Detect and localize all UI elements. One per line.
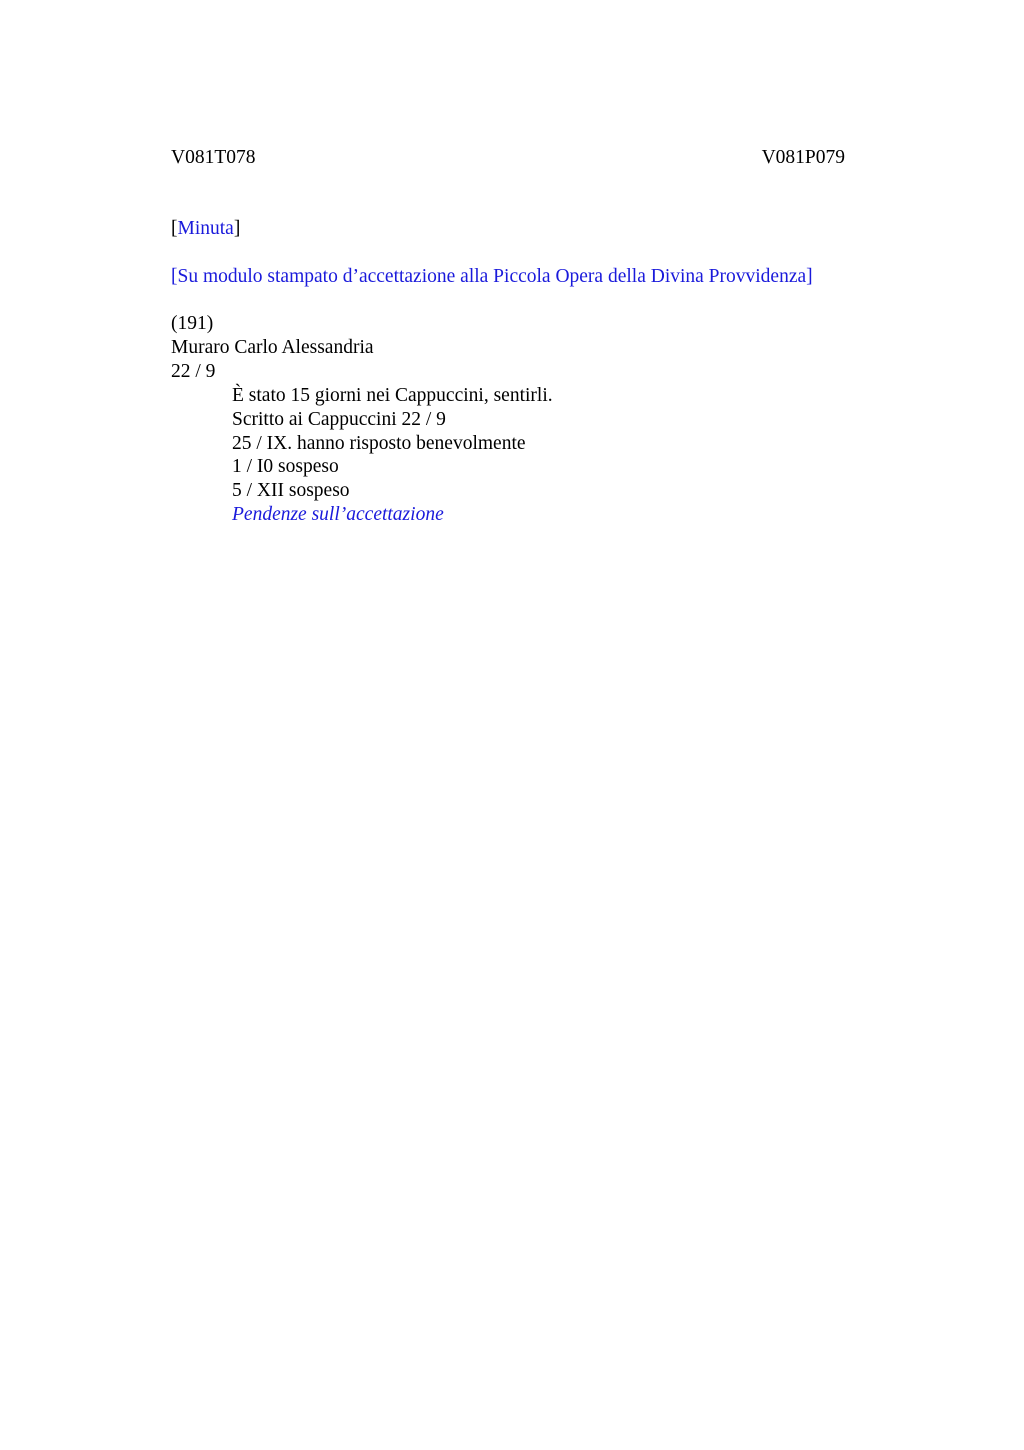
record-entry: 25 / IX. hanno risposto benevolmente <box>232 433 526 454</box>
record-entry: 1 / I0 sospeso <box>232 456 339 477</box>
record-date: 22 / 9 <box>171 361 216 382</box>
document-code-left: V081T078 <box>171 147 256 168</box>
record-status: Pendenze sull’accettazione <box>232 504 444 525</box>
open-bracket: [ <box>171 218 178 239</box>
record-name: Muraro Carlo Alessandria <box>171 337 374 358</box>
record-entry: 5 / XII sospeso <box>232 480 350 501</box>
document-code-right: V081P079 <box>761 147 845 168</box>
editorial-note: [Su modulo stampato d’accettazione alla Piccola Opera della Divina Provvidenza] <box>171 266 813 287</box>
record-entry: Scritto ai Cappuccini 22 / 9 <box>232 409 446 430</box>
record-number: (191) <box>171 313 214 334</box>
record-entry: È stato 15 giorni nei Cappuccini, sentirli. <box>232 385 553 406</box>
minuta-label-line <box>171 217 240 241</box>
minuta-label: Minuta <box>177 218 234 239</box>
close-bracket: ] <box>233 218 241 239</box>
